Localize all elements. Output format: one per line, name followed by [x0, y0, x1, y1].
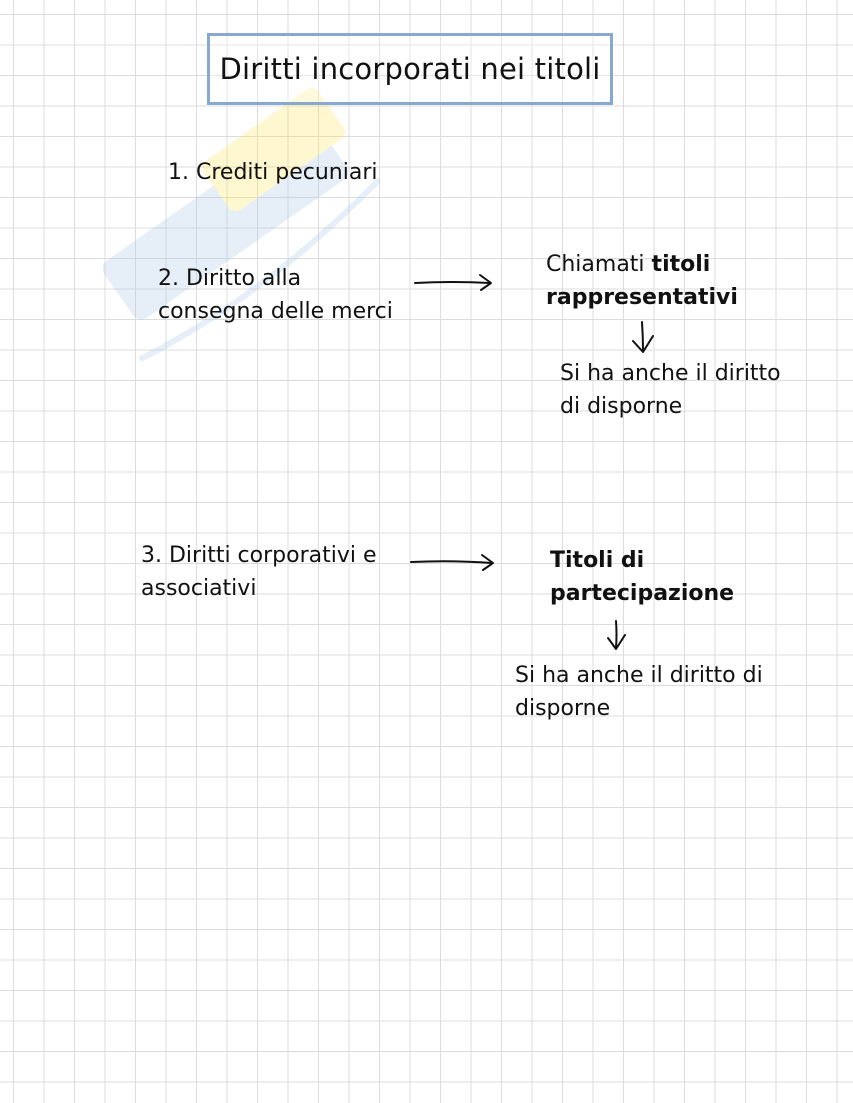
node-diritto-disporne-1-line2: di disporne — [560, 394, 683, 419]
diagram-title: Diritti incorporati nei titoli — [219, 52, 601, 86]
title-box — [207, 33, 613, 105]
arrow-down-icon — [603, 619, 633, 653]
node-titoli-rappresentativi-bold2: rappresentativi — [546, 285, 738, 310]
arrow-right-icon — [408, 552, 498, 574]
node-diritto-disporne-2-line1: Si ha anche il diritto di — [515, 663, 763, 688]
node-titoli-partecipazione — [550, 544, 734, 610]
node-crediti-pecuniari-label: 1. Crediti pecuniari — [168, 160, 378, 185]
arrow-down-icon — [628, 320, 658, 356]
node-diritti-corporativi-line2: associativi — [141, 576, 257, 601]
node-titoli-rappresentativi-prefix: Chiamati — [546, 252, 652, 277]
node-diritto-disporne-1-line1: Si ha anche il diritto — [560, 361, 781, 386]
watermark-logo — [40, 70, 400, 390]
node-diritto-disporne-2 — [515, 659, 763, 725]
node-diritto-consegna-line2: consegna delle merci — [158, 299, 393, 324]
node-diritti-corporativi-line1: 3. Diritti corporativi e — [141, 543, 377, 568]
node-titoli-rappresentativi-bold1: titoli — [651, 252, 711, 277]
arrow-right-icon — [412, 272, 496, 294]
node-diritto-disporne-1 — [560, 357, 781, 423]
node-diritti-corporativi — [141, 539, 377, 605]
node-diritto-consegna-line1: 2. Diritto alla — [158, 266, 302, 291]
node-diritto-disporne-2-line2: disporne — [515, 696, 611, 721]
node-titoli-partecipazione-line2: partecipazione — [550, 581, 735, 606]
node-titoli-rappresentativi — [546, 248, 738, 314]
node-diritto-consegna — [158, 262, 393, 328]
node-crediti-pecuniari — [168, 156, 377, 189]
node-titoli-partecipazione-line1: Titoli di — [550, 548, 645, 573]
